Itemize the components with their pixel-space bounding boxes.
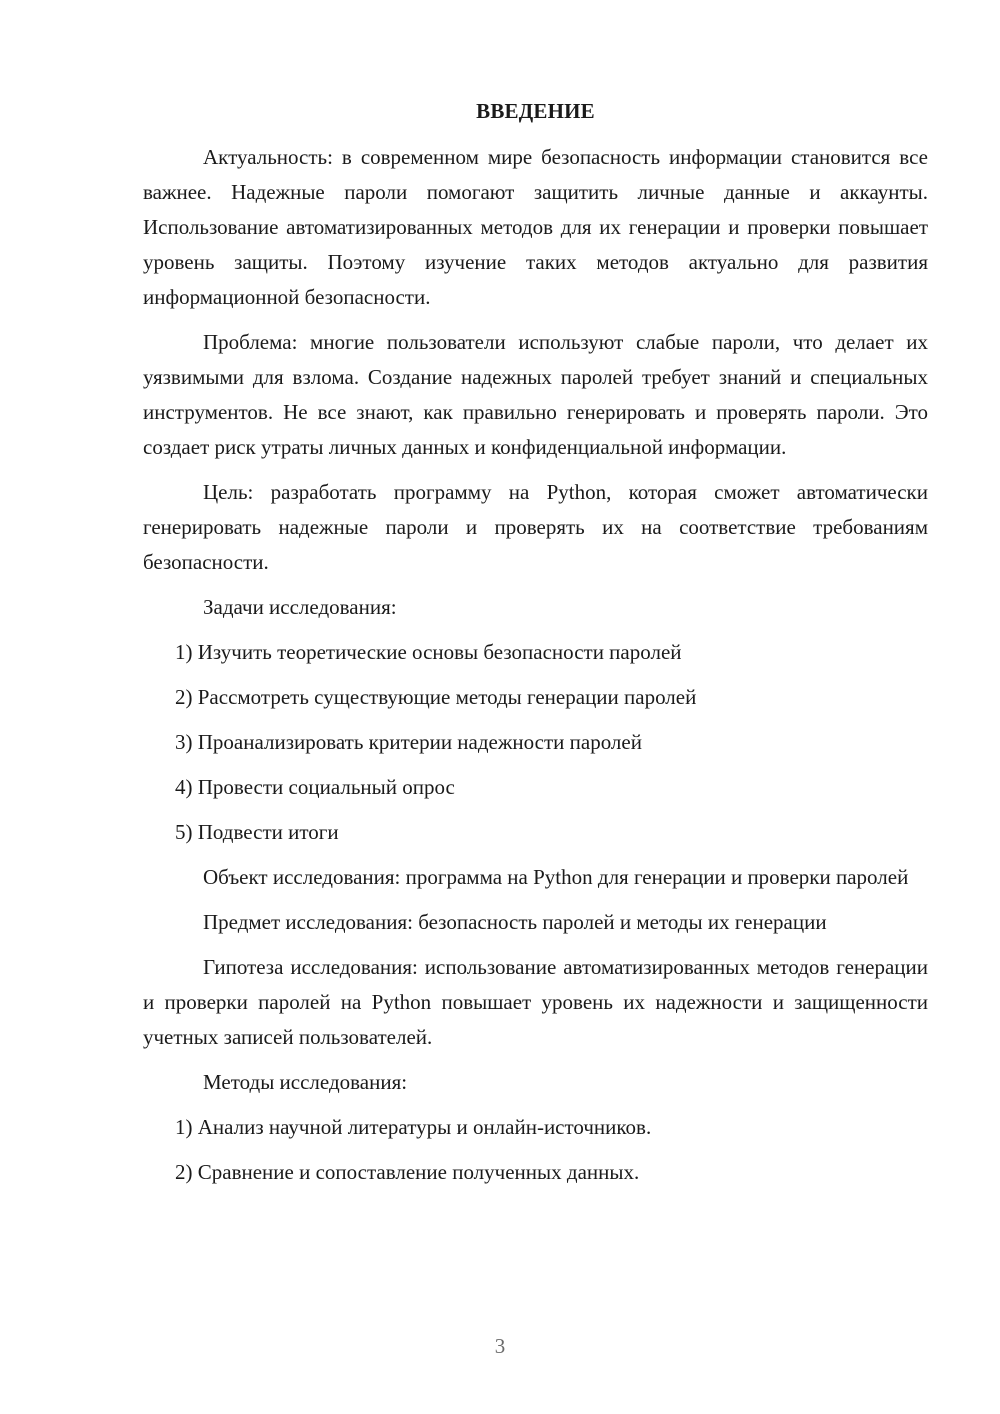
problem-paragraph: Проблема: многие пользователи используют слабые пароли, что делает их уязвимыми для взлома. Создание надежных паролей требует знаний и специальных инструментов. Не все знают, как правильно генерировать и проверять пароли. Это создает риск утраты личных данных и конфиденциальной информации. <box>143 330 928 459</box>
hypothesis-paragraph: Гипотеза исследования: использование автоматизированных методов генерации и проверки паролей на Python повышает уровень их надежности и защищенности учетных записей пользователей. <box>143 955 928 1049</box>
subject-paragraph: Предмет исследования: безопасность паролей и методы их генерации <box>203 910 827 934</box>
method-item: 2) Сравнение и сопоставление полученных данных. <box>175 1160 640 1184</box>
methods-title: Методы исследования: <box>203 1070 408 1094</box>
goal-paragraph: Цель: разработать программу на Python, которая сможет автоматически генерировать надежные пароли и проверять их на соответствие требованиям безопасности. <box>143 480 928 574</box>
object-paragraph: Объект исследования: программа на Python для генерации и проверки паролей <box>203 865 909 889</box>
section-heading: ВВЕДЕНИЕ <box>476 99 595 123</box>
page-number: 3 <box>494 1334 506 1358</box>
method-item: 1) Анализ научной литературы и онлайн-источников. <box>175 1115 652 1139</box>
methods-list <box>143 1110 928 1190</box>
task-item: 1) Изучить теоретические основы безопасности паролей <box>175 640 682 664</box>
document-page <box>143 96 928 1200</box>
task-item: 4) Провести социальный опрос <box>175 775 455 799</box>
task-item: 3) Проанализировать критерии надежности паролей <box>175 730 642 754</box>
tasks-title: Задачи исследования: <box>203 595 397 619</box>
tasks-list <box>143 635 928 850</box>
task-item: 2) Рассмотреть существующие методы генерации паролей <box>175 685 697 709</box>
relevance-paragraph: Актуальность: в современном мире безопасность информации становится все важнее. Надежные пароли помогают защитить личные данные и аккаунты. Использование автоматизированных методов для их генерации и проверки повышает уровень защиты. Поэтому изучение таких методов актуально для развития информационной безопасности. <box>143 145 928 309</box>
task-item: 5) Подвести итоги <box>175 820 339 844</box>
